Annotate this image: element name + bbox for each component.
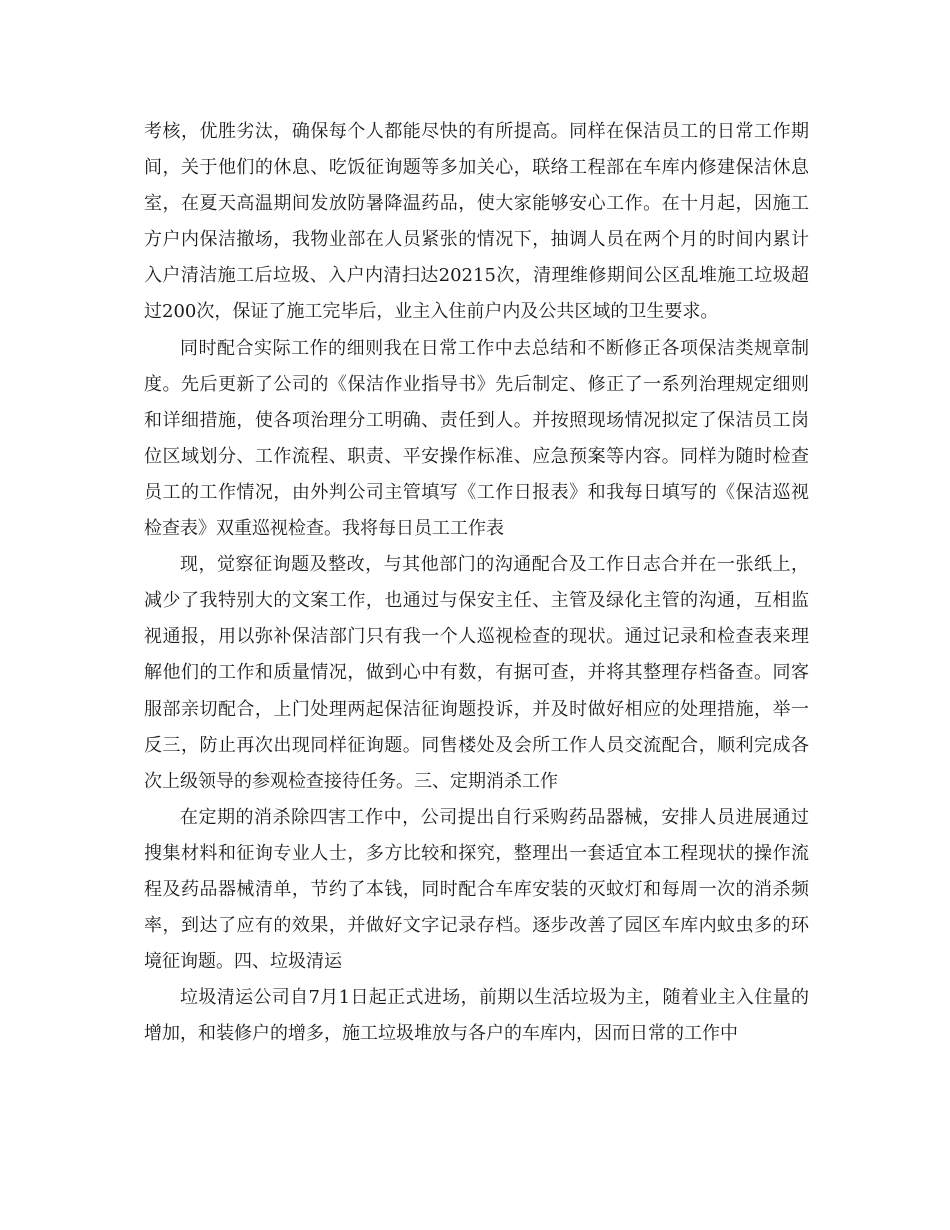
document-body — [144, 114, 809, 1052]
paragraph-3: 现，觉察征询题及整改，与其他部门的沟通配合及工作日志合并在一张纸上，减少了我特别大的文案工作，也通过与保安主任、主管及绿化主管的沟通，互相监视通报，用以弥补保洁部门只有我一个人巡视检查的现状。通过记录和检查表来理解他们的工作和质量情况，做到心中有数，有据可查，并将其整理存档备查。同客服部亲切配合，上门处理两起保洁征询题投诉，并及时做好相应的处理措施，举一反三，防止再次出现同样征询题。同售楼处及会所工作人员交流配合，顺利完成各次上级领导的参观检查接待任务。三、定期消杀工作 — [144, 554, 809, 792]
paragraph-4: 在定期的消杀除四害工作中，公司提出自行采购药品器械，安排人员进展通过搜集材料和征询专业人士，多方比较和探究，整理出一套适宜本工程现状的操作流程及药品器械清单，节约了本钱，同时配合车库安装的灭蚊灯和每周一次的消杀频率，到达了应有的效果，并做好文字记录存档。逐步改善了园区车库内蚊虫多的环境征询题。四、垃圾清运 — [144, 806, 809, 973]
paragraph-1: 考核，优胜劣汰，确保每个人都能尽快的有所提高。同样在保洁员工的日常工作期间，关于他们的休息、吃饭征询题等多加关心，联络工程部在车库内修建保洁休息室，在夏天高温期间发放防暑降温药品，使大家能够安心工作。在十月起，因施工方户内保洁撤场，我物业部在人员紧张的情况下，抽调人员在两个月的时间内累计入户清洁施工后垃圾、入户内清扫达20215次，清理维修期间公区乱堆施工垃圾超过200次，保证了施工完毕后，业主入住前户内及公共区域的卫生要求。 — [144, 121, 809, 323]
paragraph-2: 同时配合实际工作的细则我在日常工作中去总结和不断修正各项保洁类规章制度。先后更新了公司的《保洁作业指导书》先后制定、修正了一系列治理规定细则和详细措施，使各项治理分工明确、责任到人。并按照现场情况拟定了保洁员工岗位区域划分、工作流程、职责、平安操作标准、应急预案等内容。同样为随时检查员工的工作情况，由外判公司主管填写《工作日报表》和我每日填写的《保洁巡视检查表》双重巡视检查。我将每日员工工作表 — [144, 337, 809, 540]
paragraph-5: 垃圾清运公司自7月1日起正式进场，前期以生活垃圾为主，随着业主入住量的增加，和装修户的增多，施工垃圾堆放与各户的车库内，因而日常的工作中 — [144, 987, 809, 1045]
